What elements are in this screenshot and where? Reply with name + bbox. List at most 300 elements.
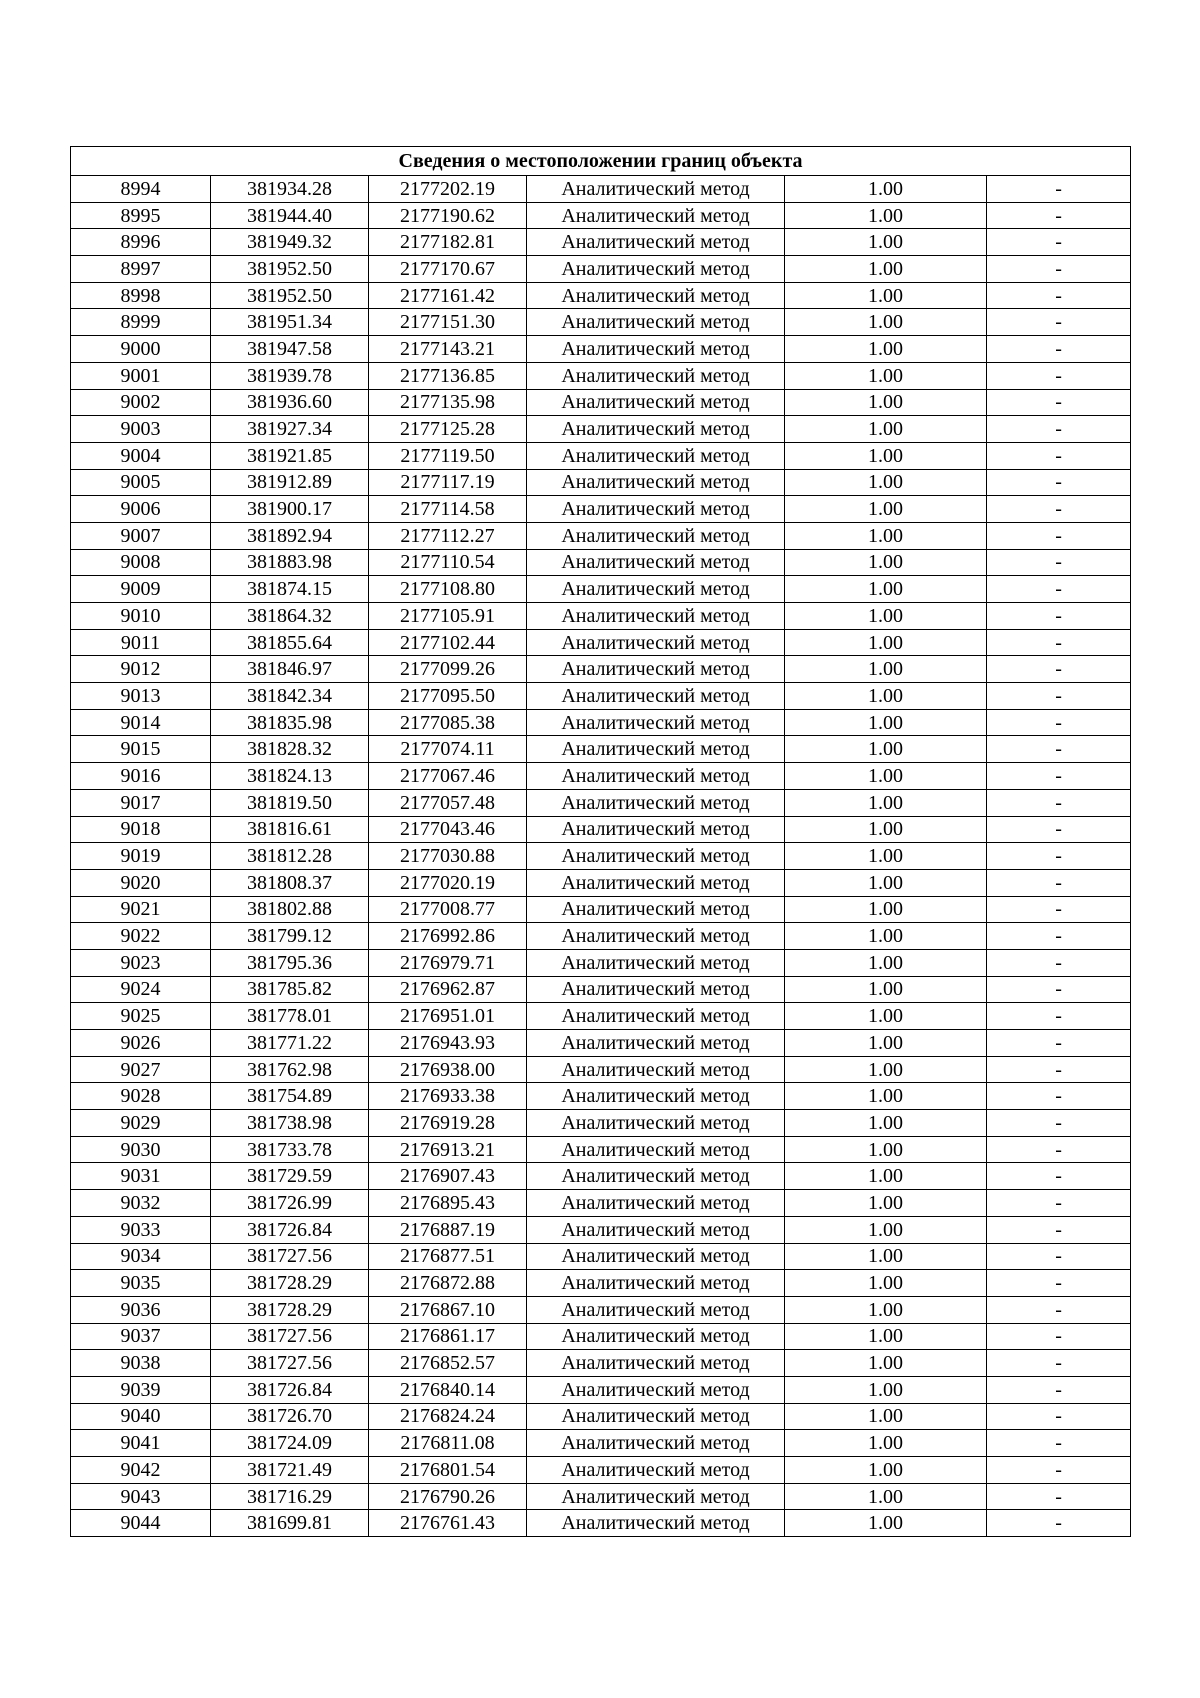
- accuracy-cell: 1.00: [785, 1110, 987, 1137]
- accuracy-cell: 1.00: [785, 629, 987, 656]
- accuracy-cell: 1.00: [785, 1030, 987, 1057]
- description-cell: -: [987, 1030, 1131, 1057]
- table-row: [71, 1510, 1131, 1537]
- description-cell: -: [987, 1323, 1131, 1350]
- y-coordinate-cell: 2176852.57: [369, 1350, 527, 1377]
- table-row: [71, 1296, 1131, 1323]
- method-cell: Аналитический метод: [527, 603, 785, 630]
- y-coordinate-cell: 2176801.54: [369, 1457, 527, 1484]
- y-coordinate-cell: 2176907.43: [369, 1163, 527, 1190]
- table-row: [71, 202, 1131, 229]
- table-row: [71, 1323, 1131, 1350]
- x-coordinate-cell: 381726.99: [211, 1190, 369, 1217]
- description-cell: -: [987, 896, 1131, 923]
- method-cell: Аналитический метод: [527, 309, 785, 336]
- accuracy-cell: 1.00: [785, 1376, 987, 1403]
- method-cell: Аналитический метод: [527, 1457, 785, 1484]
- table-row: [71, 1003, 1131, 1030]
- point-number-cell: 9013: [71, 683, 211, 710]
- table-body: [71, 147, 1131, 1537]
- method-cell: Аналитический метод: [527, 1376, 785, 1403]
- table-row: [71, 1136, 1131, 1163]
- method-cell: Аналитический метод: [527, 229, 785, 256]
- accuracy-cell: 1.00: [785, 549, 987, 576]
- x-coordinate-cell: 381846.97: [211, 656, 369, 683]
- point-number-cell: 9004: [71, 442, 211, 469]
- x-coordinate-cell: 381728.29: [211, 1296, 369, 1323]
- x-coordinate-cell: 381799.12: [211, 923, 369, 950]
- point-number-cell: 9018: [71, 816, 211, 843]
- y-coordinate-cell: 2176951.01: [369, 1003, 527, 1030]
- y-coordinate-cell: 2177067.46: [369, 763, 527, 790]
- accuracy-cell: 1.00: [785, 816, 987, 843]
- description-cell: -: [987, 416, 1131, 443]
- method-cell: Аналитический метод: [527, 496, 785, 523]
- accuracy-cell: 1.00: [785, 469, 987, 496]
- table-row: [71, 949, 1131, 976]
- point-number-cell: 9039: [71, 1376, 211, 1403]
- x-coordinate-cell: 381727.56: [211, 1243, 369, 1270]
- accuracy-cell: 1.00: [785, 656, 987, 683]
- method-cell: Аналитический метод: [527, 1083, 785, 1110]
- point-number-cell: 9022: [71, 923, 211, 950]
- x-coordinate-cell: 381952.50: [211, 282, 369, 309]
- y-coordinate-cell: 2177105.91: [369, 603, 527, 630]
- point-number-cell: 9040: [71, 1403, 211, 1430]
- description-cell: -: [987, 869, 1131, 896]
- point-number-cell: 9027: [71, 1056, 211, 1083]
- x-coordinate-cell: 381944.40: [211, 202, 369, 229]
- y-coordinate-cell: 2177143.21: [369, 336, 527, 363]
- method-cell: Аналитический метод: [527, 1323, 785, 1350]
- table-row: [71, 416, 1131, 443]
- y-coordinate-cell: 2177110.54: [369, 549, 527, 576]
- point-number-cell: 9008: [71, 549, 211, 576]
- y-coordinate-cell: 2176933.38: [369, 1083, 527, 1110]
- table-row: [71, 442, 1131, 469]
- table-row: [71, 629, 1131, 656]
- point-number-cell: 9030: [71, 1136, 211, 1163]
- accuracy-cell: 1.00: [785, 1190, 987, 1217]
- accuracy-cell: 1.00: [785, 576, 987, 603]
- accuracy-cell: 1.00: [785, 1403, 987, 1430]
- accuracy-cell: 1.00: [785, 522, 987, 549]
- accuracy-cell: 1.00: [785, 683, 987, 710]
- x-coordinate-cell: 381912.89: [211, 469, 369, 496]
- y-coordinate-cell: 2177125.28: [369, 416, 527, 443]
- accuracy-cell: 1.00: [785, 709, 987, 736]
- description-cell: -: [987, 336, 1131, 363]
- table-row: [71, 1190, 1131, 1217]
- x-coordinate-cell: 381927.34: [211, 416, 369, 443]
- accuracy-cell: 1.00: [785, 896, 987, 923]
- description-cell: -: [987, 683, 1131, 710]
- y-coordinate-cell: 2176867.10: [369, 1296, 527, 1323]
- table-row: [71, 683, 1131, 710]
- table-row: [71, 736, 1131, 763]
- accuracy-cell: 1.00: [785, 309, 987, 336]
- method-cell: Аналитический метод: [527, 1296, 785, 1323]
- description-cell: -: [987, 1270, 1131, 1297]
- y-coordinate-cell: 2177020.19: [369, 869, 527, 896]
- x-coordinate-cell: 381733.78: [211, 1136, 369, 1163]
- method-cell: Аналитический метод: [527, 1403, 785, 1430]
- accuracy-cell: 1.00: [785, 736, 987, 763]
- x-coordinate-cell: 381728.29: [211, 1270, 369, 1297]
- point-number-cell: 9041: [71, 1430, 211, 1457]
- point-number-cell: 8997: [71, 256, 211, 283]
- description-cell: -: [987, 1296, 1131, 1323]
- accuracy-cell: 1.00: [785, 1510, 987, 1537]
- point-number-cell: 9000: [71, 336, 211, 363]
- description-cell: -: [987, 1056, 1131, 1083]
- point-number-cell: 9012: [71, 656, 211, 683]
- y-coordinate-cell: 2176943.93: [369, 1030, 527, 1057]
- description-cell: -: [987, 362, 1131, 389]
- y-coordinate-cell: 2177182.81: [369, 229, 527, 256]
- method-cell: Аналитический метод: [527, 202, 785, 229]
- y-coordinate-cell: 2177085.38: [369, 709, 527, 736]
- x-coordinate-cell: 381812.28: [211, 843, 369, 870]
- point-number-cell: 9020: [71, 869, 211, 896]
- description-cell: -: [987, 976, 1131, 1003]
- point-number-cell: 9035: [71, 1270, 211, 1297]
- x-coordinate-cell: 381778.01: [211, 1003, 369, 1030]
- x-coordinate-cell: 381726.84: [211, 1216, 369, 1243]
- accuracy-cell: 1.00: [785, 1163, 987, 1190]
- y-coordinate-cell: 2177112.27: [369, 522, 527, 549]
- y-coordinate-cell: 2177074.11: [369, 736, 527, 763]
- method-cell: Аналитический метод: [527, 949, 785, 976]
- method-cell: Аналитический метод: [527, 763, 785, 790]
- description-cell: -: [987, 629, 1131, 656]
- accuracy-cell: 1.00: [785, 843, 987, 870]
- method-cell: Аналитический метод: [527, 1003, 785, 1030]
- x-coordinate-cell: 381824.13: [211, 763, 369, 790]
- y-coordinate-cell: 2176919.28: [369, 1110, 527, 1137]
- table-row: [71, 709, 1131, 736]
- x-coordinate-cell: 381816.61: [211, 816, 369, 843]
- table-row: [71, 656, 1131, 683]
- accuracy-cell: 1.00: [785, 229, 987, 256]
- description-cell: -: [987, 1430, 1131, 1457]
- description-cell: -: [987, 763, 1131, 790]
- method-cell: Аналитический метод: [527, 629, 785, 656]
- point-number-cell: 9011: [71, 629, 211, 656]
- method-cell: Аналитический метод: [527, 736, 785, 763]
- point-number-cell: 9038: [71, 1350, 211, 1377]
- x-coordinate-cell: 381947.58: [211, 336, 369, 363]
- description-cell: -: [987, 1483, 1131, 1510]
- table-row: [71, 469, 1131, 496]
- description-cell: -: [987, 1457, 1131, 1484]
- point-number-cell: 9024: [71, 976, 211, 1003]
- x-coordinate-cell: 381727.56: [211, 1323, 369, 1350]
- point-number-cell: 9019: [71, 843, 211, 870]
- x-coordinate-cell: 381921.85: [211, 442, 369, 469]
- x-coordinate-cell: 381883.98: [211, 549, 369, 576]
- description-cell: -: [987, 389, 1131, 416]
- x-coordinate-cell: 381726.70: [211, 1403, 369, 1430]
- table-row: [71, 1083, 1131, 1110]
- y-coordinate-cell: 2176790.26: [369, 1483, 527, 1510]
- point-number-cell: 9002: [71, 389, 211, 416]
- x-coordinate-cell: 381727.56: [211, 1350, 369, 1377]
- accuracy-cell: 1.00: [785, 442, 987, 469]
- point-number-cell: 8996: [71, 229, 211, 256]
- x-coordinate-cell: 381771.22: [211, 1030, 369, 1057]
- point-number-cell: 8994: [71, 176, 211, 203]
- accuracy-cell: 1.00: [785, 176, 987, 203]
- y-coordinate-cell: 2176913.21: [369, 1136, 527, 1163]
- x-coordinate-cell: 381819.50: [211, 789, 369, 816]
- point-number-cell: 9006: [71, 496, 211, 523]
- method-cell: Аналитический метод: [527, 709, 785, 736]
- accuracy-cell: 1.00: [785, 1083, 987, 1110]
- x-coordinate-cell: 381874.15: [211, 576, 369, 603]
- table-row: [71, 362, 1131, 389]
- method-cell: Аналитический метод: [527, 469, 785, 496]
- description-cell: -: [987, 1190, 1131, 1217]
- x-coordinate-cell: 381864.32: [211, 603, 369, 630]
- point-number-cell: 8999: [71, 309, 211, 336]
- table-row: [71, 176, 1131, 203]
- accuracy-cell: 1.00: [785, 1350, 987, 1377]
- method-cell: Аналитический метод: [527, 896, 785, 923]
- description-cell: -: [987, 1350, 1131, 1377]
- x-coordinate-cell: 381699.81: [211, 1510, 369, 1537]
- method-cell: Аналитический метод: [527, 389, 785, 416]
- description-cell: -: [987, 603, 1131, 630]
- method-cell: Аналитический метод: [527, 923, 785, 950]
- x-coordinate-cell: 381951.34: [211, 309, 369, 336]
- method-cell: Аналитический метод: [527, 362, 785, 389]
- description-cell: -: [987, 709, 1131, 736]
- point-number-cell: 9026: [71, 1030, 211, 1057]
- y-coordinate-cell: 2176761.43: [369, 1510, 527, 1537]
- description-cell: -: [987, 1083, 1131, 1110]
- table-row: [71, 1270, 1131, 1297]
- point-number-cell: 9005: [71, 469, 211, 496]
- y-coordinate-cell: 2176992.86: [369, 923, 527, 950]
- description-cell: -: [987, 522, 1131, 549]
- x-coordinate-cell: 381762.98: [211, 1056, 369, 1083]
- method-cell: Аналитический метод: [527, 549, 785, 576]
- table-row: [71, 1350, 1131, 1377]
- description-cell: -: [987, 1003, 1131, 1030]
- point-number-cell: 9017: [71, 789, 211, 816]
- point-number-cell: 9042: [71, 1457, 211, 1484]
- y-coordinate-cell: 2177030.88: [369, 843, 527, 870]
- description-cell: -: [987, 816, 1131, 843]
- method-cell: Аналитический метод: [527, 1270, 785, 1297]
- method-cell: Аналитический метод: [527, 1510, 785, 1537]
- accuracy-cell: 1.00: [785, 416, 987, 443]
- x-coordinate-cell: 381802.88: [211, 896, 369, 923]
- x-coordinate-cell: 381729.59: [211, 1163, 369, 1190]
- point-number-cell: 9034: [71, 1243, 211, 1270]
- method-cell: Аналитический метод: [527, 816, 785, 843]
- point-number-cell: 9007: [71, 522, 211, 549]
- table-row: [71, 1216, 1131, 1243]
- y-coordinate-cell: 2177043.46: [369, 816, 527, 843]
- method-cell: Аналитический метод: [527, 1163, 785, 1190]
- description-cell: -: [987, 1136, 1131, 1163]
- table-title-row: [71, 147, 1131, 176]
- method-cell: Аналитический метод: [527, 1430, 785, 1457]
- table-row: [71, 896, 1131, 923]
- y-coordinate-cell: 2176877.51: [369, 1243, 527, 1270]
- y-coordinate-cell: 2177119.50: [369, 442, 527, 469]
- description-cell: -: [987, 1163, 1131, 1190]
- point-number-cell: 9037: [71, 1323, 211, 1350]
- table-row: [71, 309, 1131, 336]
- y-coordinate-cell: 2176811.08: [369, 1430, 527, 1457]
- x-coordinate-cell: 381936.60: [211, 389, 369, 416]
- accuracy-cell: 1.00: [785, 1270, 987, 1297]
- method-cell: Аналитический метод: [527, 843, 785, 870]
- y-coordinate-cell: 2177135.98: [369, 389, 527, 416]
- y-coordinate-cell: 2176979.71: [369, 949, 527, 976]
- description-cell: -: [987, 496, 1131, 523]
- point-number-cell: 9031: [71, 1163, 211, 1190]
- point-number-cell: 9032: [71, 1190, 211, 1217]
- method-cell: Аналитический метод: [527, 522, 785, 549]
- description-cell: -: [987, 789, 1131, 816]
- description-cell: -: [987, 923, 1131, 950]
- method-cell: Аналитический метод: [527, 1136, 785, 1163]
- accuracy-cell: 1.00: [785, 976, 987, 1003]
- accuracy-cell: 1.00: [785, 496, 987, 523]
- x-coordinate-cell: 381795.36: [211, 949, 369, 976]
- method-cell: Аналитический метод: [527, 1190, 785, 1217]
- table-row: [71, 549, 1131, 576]
- method-cell: Аналитический метод: [527, 789, 785, 816]
- description-cell: -: [987, 736, 1131, 763]
- method-cell: Аналитический метод: [527, 1056, 785, 1083]
- accuracy-cell: 1.00: [785, 789, 987, 816]
- accuracy-cell: 1.00: [785, 603, 987, 630]
- x-coordinate-cell: 381952.50: [211, 256, 369, 283]
- x-coordinate-cell: 381892.94: [211, 522, 369, 549]
- point-number-cell: 9010: [71, 603, 211, 630]
- method-cell: Аналитический метод: [527, 176, 785, 203]
- x-coordinate-cell: 381808.37: [211, 869, 369, 896]
- table-row: [71, 389, 1131, 416]
- table-row: [71, 816, 1131, 843]
- point-number-cell: 9028: [71, 1083, 211, 1110]
- point-number-cell: 8995: [71, 202, 211, 229]
- y-coordinate-cell: 2177170.67: [369, 256, 527, 283]
- x-coordinate-cell: 381939.78: [211, 362, 369, 389]
- x-coordinate-cell: 381738.98: [211, 1110, 369, 1137]
- description-cell: -: [987, 202, 1131, 229]
- description-cell: -: [987, 1216, 1131, 1243]
- table-title: Сведения о местоположении границ объекта: [71, 147, 1131, 176]
- point-number-cell: 9009: [71, 576, 211, 603]
- x-coordinate-cell: 381726.84: [211, 1376, 369, 1403]
- point-number-cell: 9025: [71, 1003, 211, 1030]
- y-coordinate-cell: 2177114.58: [369, 496, 527, 523]
- y-coordinate-cell: 2177057.48: [369, 789, 527, 816]
- accuracy-cell: 1.00: [785, 1003, 987, 1030]
- accuracy-cell: 1.00: [785, 1216, 987, 1243]
- description-cell: -: [987, 442, 1131, 469]
- point-number-cell: 9029: [71, 1110, 211, 1137]
- y-coordinate-cell: 2177108.80: [369, 576, 527, 603]
- y-coordinate-cell: 2176840.14: [369, 1376, 527, 1403]
- method-cell: Аналитический метод: [527, 576, 785, 603]
- point-number-cell: 9043: [71, 1483, 211, 1510]
- y-coordinate-cell: 2176962.87: [369, 976, 527, 1003]
- accuracy-cell: 1.00: [785, 1323, 987, 1350]
- description-cell: -: [987, 949, 1131, 976]
- description-cell: -: [987, 282, 1131, 309]
- y-coordinate-cell: 2176887.19: [369, 1216, 527, 1243]
- y-coordinate-cell: 2177202.19: [369, 176, 527, 203]
- description-cell: -: [987, 1243, 1131, 1270]
- y-coordinate-cell: 2177095.50: [369, 683, 527, 710]
- method-cell: Аналитический метод: [527, 1483, 785, 1510]
- method-cell: Аналитический метод: [527, 683, 785, 710]
- y-coordinate-cell: 2177102.44: [369, 629, 527, 656]
- accuracy-cell: 1.00: [785, 1136, 987, 1163]
- description-cell: -: [987, 256, 1131, 283]
- x-coordinate-cell: 381949.32: [211, 229, 369, 256]
- description-cell: -: [987, 469, 1131, 496]
- x-coordinate-cell: 381855.64: [211, 629, 369, 656]
- description-cell: -: [987, 1510, 1131, 1537]
- table-row: [71, 1483, 1131, 1510]
- method-cell: Аналитический метод: [527, 442, 785, 469]
- table-row: [71, 496, 1131, 523]
- table-row: [71, 1243, 1131, 1270]
- table-row: [71, 1403, 1131, 1430]
- table-row: [71, 843, 1131, 870]
- description-cell: -: [987, 1376, 1131, 1403]
- point-number-cell: 9044: [71, 1510, 211, 1537]
- y-coordinate-cell: 2176872.88: [369, 1270, 527, 1297]
- method-cell: Аналитический метод: [527, 976, 785, 1003]
- table-row: [71, 1056, 1131, 1083]
- boundary-coordinates-table: [70, 146, 1131, 1537]
- y-coordinate-cell: 2177099.26: [369, 656, 527, 683]
- method-cell: Аналитический метод: [527, 869, 785, 896]
- y-coordinate-cell: 2176895.43: [369, 1190, 527, 1217]
- table-row: [71, 256, 1131, 283]
- table-row: [71, 1030, 1131, 1057]
- table-row: [71, 1457, 1131, 1484]
- accuracy-cell: 1.00: [785, 336, 987, 363]
- description-cell: -: [987, 309, 1131, 336]
- x-coordinate-cell: 381754.89: [211, 1083, 369, 1110]
- description-cell: -: [987, 656, 1131, 683]
- point-number-cell: 8998: [71, 282, 211, 309]
- description-cell: -: [987, 1403, 1131, 1430]
- accuracy-cell: 1.00: [785, 923, 987, 950]
- accuracy-cell: 1.00: [785, 1430, 987, 1457]
- y-coordinate-cell: 2177190.62: [369, 202, 527, 229]
- y-coordinate-cell: 2177161.42: [369, 282, 527, 309]
- table-row: [71, 603, 1131, 630]
- x-coordinate-cell: 381724.09: [211, 1430, 369, 1457]
- y-coordinate-cell: 2176824.24: [369, 1403, 527, 1430]
- description-cell: -: [987, 1110, 1131, 1137]
- table-row: [71, 789, 1131, 816]
- table-row: [71, 869, 1131, 896]
- x-coordinate-cell: 381900.17: [211, 496, 369, 523]
- x-coordinate-cell: 381835.98: [211, 709, 369, 736]
